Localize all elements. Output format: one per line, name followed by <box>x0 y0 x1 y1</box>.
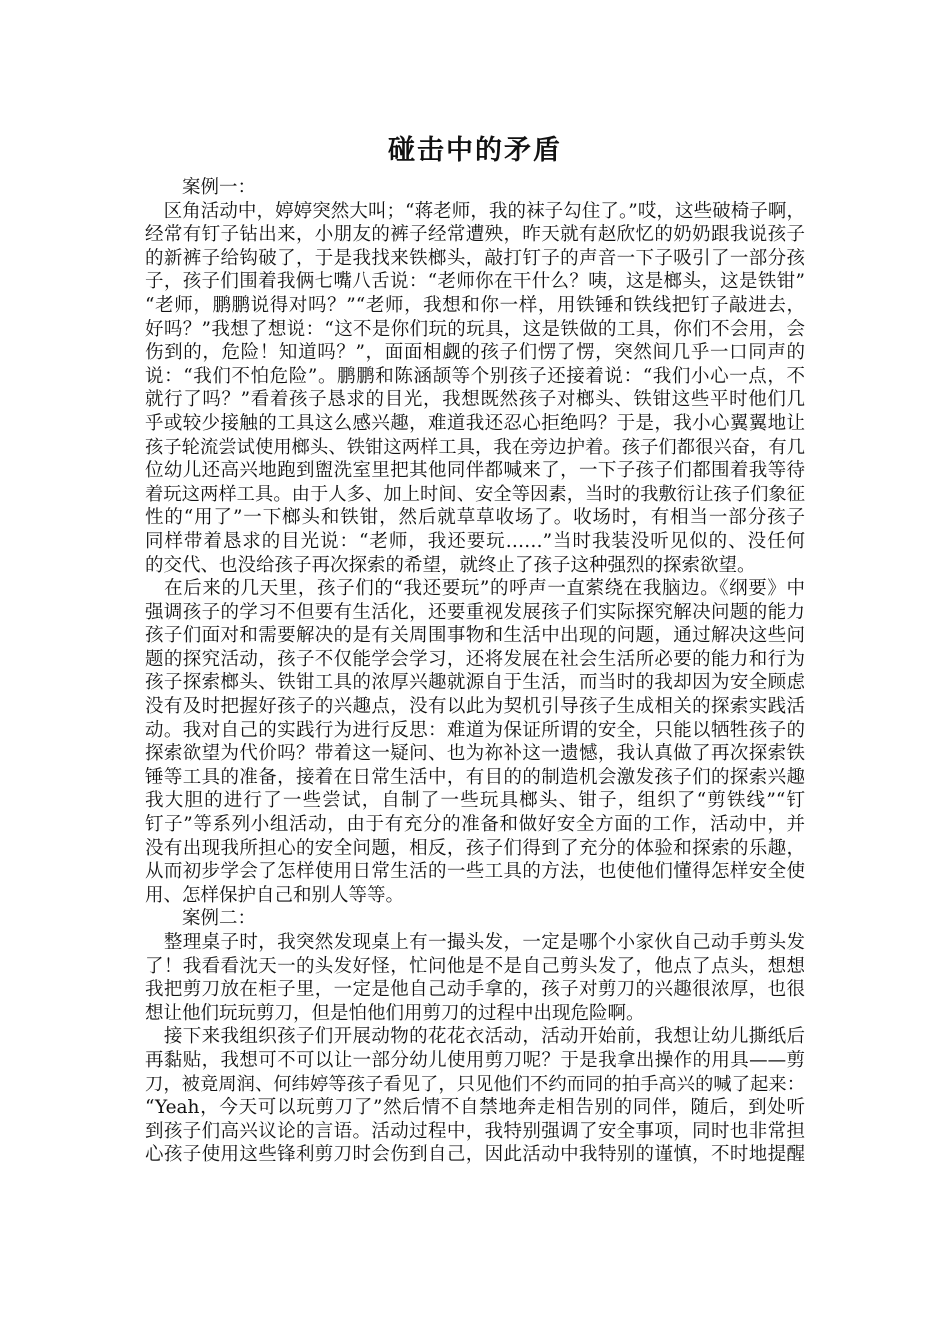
text-line: 案例一： <box>145 177 257 198</box>
text-line: “老师，鹏鹏说得对吗？”“老师，我想和你一样，用铁锤和铁线把钉子敲进去， <box>145 294 805 316</box>
text-line: 同样带着恳求的目光说：“老师，我还要玩……”当时我装没听见似的、没任何 <box>145 530 805 552</box>
text-line: 性的“用了”一下榔头和铁钳，然后就草草收场了。收场时，有相当一部分孩子 <box>145 507 805 529</box>
text-line: 动。我对自己的实践行为进行反思：难道为保证所谓的安全，只能以牺牲孩子的 <box>145 719 805 741</box>
text-line: 乎或较少接触的工具这么感兴趣，难道我还忍心拒绝吗？于是，我小心翼翼地让 <box>145 412 805 434</box>
text-line: 就行了吗？”看着孩子恳求的目光，我想既然孩子对榔头、铁钳这些平时他们几 <box>145 389 805 411</box>
text-line: 没有出现我所担心的安全问题，相反，孩子们得到了充分的体验和探索的乐趣， <box>145 837 805 859</box>
text-line: 案例二： <box>145 908 257 930</box>
text-line: 探索欲望为代价吗？带着这一疑问、也为祢补这一遗憾，我认真做了再次探索铁 <box>145 743 805 765</box>
text-line: 我大胆的进行了一些尝试，自制了一些玩具榔头、钳子，组织了“剪铁线”“钉 <box>145 790 805 812</box>
text-line: 锤等工具的准备，接着在日常生活中，有目的的制造机会激发孩子们的探索兴趣 <box>145 766 805 788</box>
text-line: 在后来的几天里，孩子们的“我还要玩”的呼声一直萦绕在我脑边。《纲要》中 <box>145 578 805 600</box>
document-body <box>145 176 805 1167</box>
text-line: 经常有钉子钻出来，小朋友的裤子经常遭殃，昨天就有赵欣忆的奶奶跟我说孩子 <box>145 224 805 246</box>
text-line: 好吗？”我想了想说：“这不是你们玩的玩具，这是铁做的工具，你们不会用，会 <box>145 318 805 340</box>
document-title: 碰击中的矛盾 <box>388 135 562 166</box>
text-line: 我把剪刀放在柜子里，一定是他自己动手拿的，孩子对剪刀的兴趣很浓厚，也很 <box>145 979 805 1001</box>
text-line: 从而初步学会了怎样使用日常生活的一些工具的方法，也使他们懂得怎样安全使 <box>145 861 805 883</box>
text-line: 整理桌子时，我突然发现桌上有一撮头发，一定是哪个小家伙自己动手剪头发 <box>145 932 805 953</box>
text-line: 的交代、也没给孩子再次探索的希望，就终止了孩子这种强烈的探索欲望。 <box>145 554 756 576</box>
text-line: “Yeah，今天可以玩剪刀了”然后情不自禁地奔走相告别的同伴，随后，到处听 <box>145 1097 805 1119</box>
text-line: 钉子”等系列小组活动，由于有充分的准备和做好安全方面的工作，活动中，并 <box>145 814 805 836</box>
text-line: 子，孩子们围着我俩七嘴八舌说：“老师你在干什么？咦，这是榔头，这是铁钳” <box>145 271 805 293</box>
text-line: 的新裤子给钩破了，于是我找来铁榔头，敲打钉子的声音一下子吸引了一部分孩 <box>145 247 805 269</box>
text-line: 刀，被竟周润、何纬婷等孩子看见了，只见他们不约而同的拍手高兴的喊了起来： <box>145 1073 805 1095</box>
text-line: 说：“我们不怕危险”。鹏鹏和陈涵颉等个别孩子还接着说：“我们小心一点，不 <box>145 365 805 387</box>
text-line: 心孩子使用这些锋利剪刀时会伤到自己，因此活动中我特别的谨慎，不时地提醒 <box>145 1144 805 1166</box>
text-line: 了！我看看沈天一的头发好怪，忙问他是不是自己剪头发了，他点了点头，想想 <box>145 955 805 977</box>
text-line: 区角活动中，婷婷突然大叫；“蒋老师，我的袜子勾住了。”哎，这些破椅子啊， <box>145 200 805 222</box>
text-line: 孩子轮流尝试使用榔头、铁钳这两样工具，我在旁边护着。孩子们都很兴奋，有几 <box>145 436 805 458</box>
text-line: 到孩子们高兴议论的言语。活动过程中，我特别强调了安全事项，同时也非常担 <box>145 1120 805 1142</box>
text-line: 位幼儿还高兴地跑到盥洗室里把其他同伴都喊来了，一下子孩子们都围着我等待 <box>145 460 805 482</box>
text-line: 没有及时把握好孩子的兴趣点，没有以此为契机引导孩子生成相关的探索实践活 <box>145 696 805 718</box>
text-line: 题的探究活动，孩子不仅能学会学习，还将发展在社会生活所必要的能力和行为 <box>145 648 805 670</box>
text-line: 用、怎样保护自己和别人等等。 <box>145 884 405 906</box>
text-line: 想让他们玩玩剪刀，但是怕他们用剪刀的过程中出现危险啊。 <box>145 1002 645 1024</box>
text-line: 接下来我组织孩子们开展动物的花花衣活动，活动开始前，我想让幼儿撕纸后 <box>145 1026 805 1048</box>
text-line: 着玩这两样工具。由于人多、加上时间、安全等因素，当时的我敷衍让孩子们象征 <box>145 483 805 505</box>
text-line: 孩子们面对和需要解决的是有关周围事物和生活中出现的问题，通过解决这些问 <box>145 625 805 647</box>
text-line: 伤到的，危险！知道吗？”，面面相觑的孩子们愣了愣，突然间几乎一口同声的 <box>145 342 805 364</box>
text-line: 孩子探索榔头、铁钳工具的浓厚兴趣就源自于生活，而当时的我却因为安全顾虑 <box>145 672 805 694</box>
text-line: 强调孩子的学习不但要有生活化，还要重视发展孩子们实际探究解决问题的能力 <box>145 601 805 623</box>
text-line: 再黏贴，我想可不可以让一部分幼儿使用剪刀呢？于是我拿出操作的用具——剪 <box>145 1049 805 1071</box>
